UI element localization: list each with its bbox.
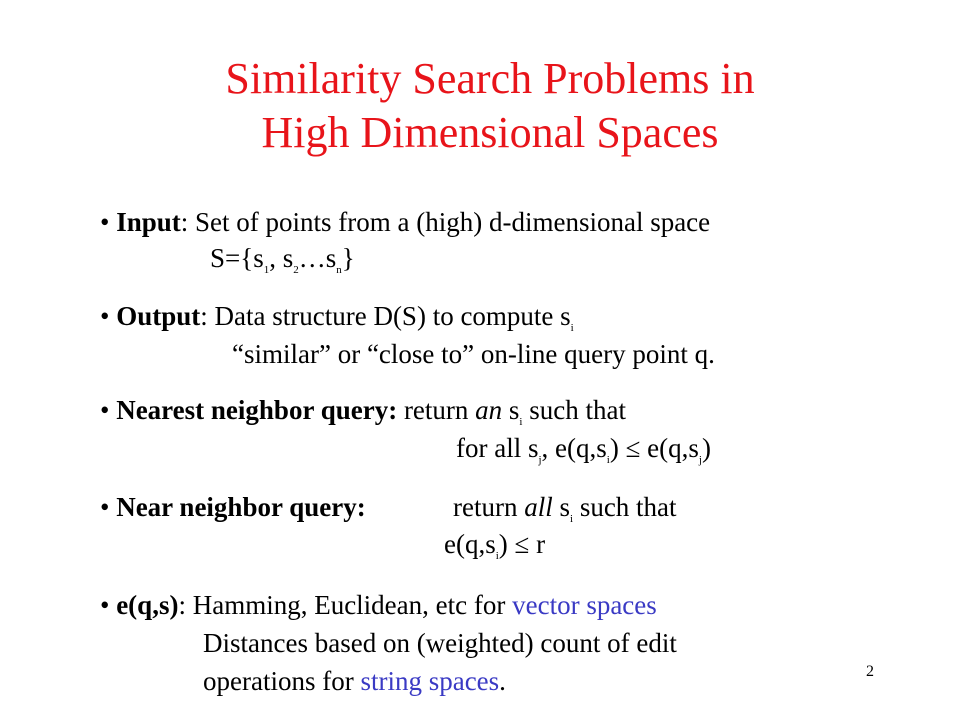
near-cond-b: ) ≤ r <box>498 529 546 559</box>
nearest-cond-b: , e(q,s <box>541 433 607 463</box>
distance-sep: : <box>178 590 186 620</box>
bullet-near-neighbor <box>100 491 366 523</box>
nearest-cond-c: ) ≤ e(q,s <box>609 433 699 463</box>
bullet-dot: • <box>100 395 110 425</box>
set-dots: …s <box>298 243 337 273</box>
bullet-dot: • <box>100 590 110 620</box>
page-number: 2 <box>866 663 874 680</box>
input-label: Input <box>116 207 181 237</box>
distance-line3-b: . <box>499 666 506 696</box>
sub-1: 1 <box>263 264 270 276</box>
set-open: S={s <box>210 243 264 273</box>
output-sep: : <box>200 301 208 331</box>
near-text-before: return <box>453 492 525 522</box>
output-sub-i: i <box>570 322 574 334</box>
input-sep: : <box>180 207 189 237</box>
sub-2: 2 <box>293 264 299 276</box>
nearest-label: Nearest neighbor query: <box>116 395 398 425</box>
nearest-cond-a: for all s <box>456 433 539 463</box>
near-label: Near neighbor query: <box>116 492 366 522</box>
title-line-1: Similarity Search Problems in <box>225 54 755 103</box>
bullet-nearest-neighbor <box>100 394 626 426</box>
near-cond-sub-i: i <box>495 550 499 562</box>
nearest-cond-d: ) <box>701 433 711 463</box>
string-spaces-link: string spaces <box>360 666 500 696</box>
title-line-2: High Dimensional Spaces <box>261 108 719 157</box>
near-text-after: such that <box>573 492 677 522</box>
near-condition <box>444 528 545 560</box>
output-line-2: “similar” or “close to” on-line query point q. <box>232 339 715 369</box>
distance-text: Hamming, Euclidean, etc for <box>185 590 513 620</box>
nearest-text-after: such that <box>522 395 626 425</box>
near-text-s: s <box>552 492 570 522</box>
input-set-notation <box>210 242 355 274</box>
bullet-dot: • <box>100 301 110 331</box>
bullet-distance <box>100 589 657 621</box>
output-text: Data structure D(S) to compute s <box>207 301 571 331</box>
sub-n: n <box>336 264 342 276</box>
nearest-cond-sub-j: j <box>538 454 542 466</box>
set-s2: s <box>282 243 294 273</box>
near-emph: all <box>524 492 553 522</box>
bullet-input <box>100 206 710 238</box>
slide-title <box>0 52 960 160</box>
set-close: } <box>341 243 355 273</box>
bullet-dot: • <box>100 207 110 237</box>
input-text: Set of points from a (high) d-dimensional space <box>188 207 711 237</box>
nearest-condition <box>456 432 711 464</box>
bullet-dot: • <box>100 492 110 522</box>
output-label: Output <box>116 301 201 331</box>
distance-line-3 <box>203 665 506 697</box>
bullet-output <box>100 300 574 332</box>
distance-label: e(q,s) <box>116 590 179 620</box>
set-comma: , <box>269 243 283 273</box>
nearest-cond-sub-i: i <box>606 454 610 466</box>
vector-spaces-link: vector spaces <box>512 590 657 620</box>
nearest-sub-i: i <box>519 416 523 428</box>
nearest-text-before: return <box>397 395 476 425</box>
nearest-cond-sub-j2: j <box>698 454 702 466</box>
near-cond-a: e(q,s <box>444 529 496 559</box>
nearest-text-s: s <box>502 395 520 425</box>
near-text <box>453 491 677 523</box>
distance-line-2: Distances based on (weighted) count of edit <box>203 628 677 658</box>
distance-line3-a: operations for <box>203 666 361 696</box>
nearest-emph: an <box>475 395 503 425</box>
near-sub-i: i <box>570 513 574 525</box>
